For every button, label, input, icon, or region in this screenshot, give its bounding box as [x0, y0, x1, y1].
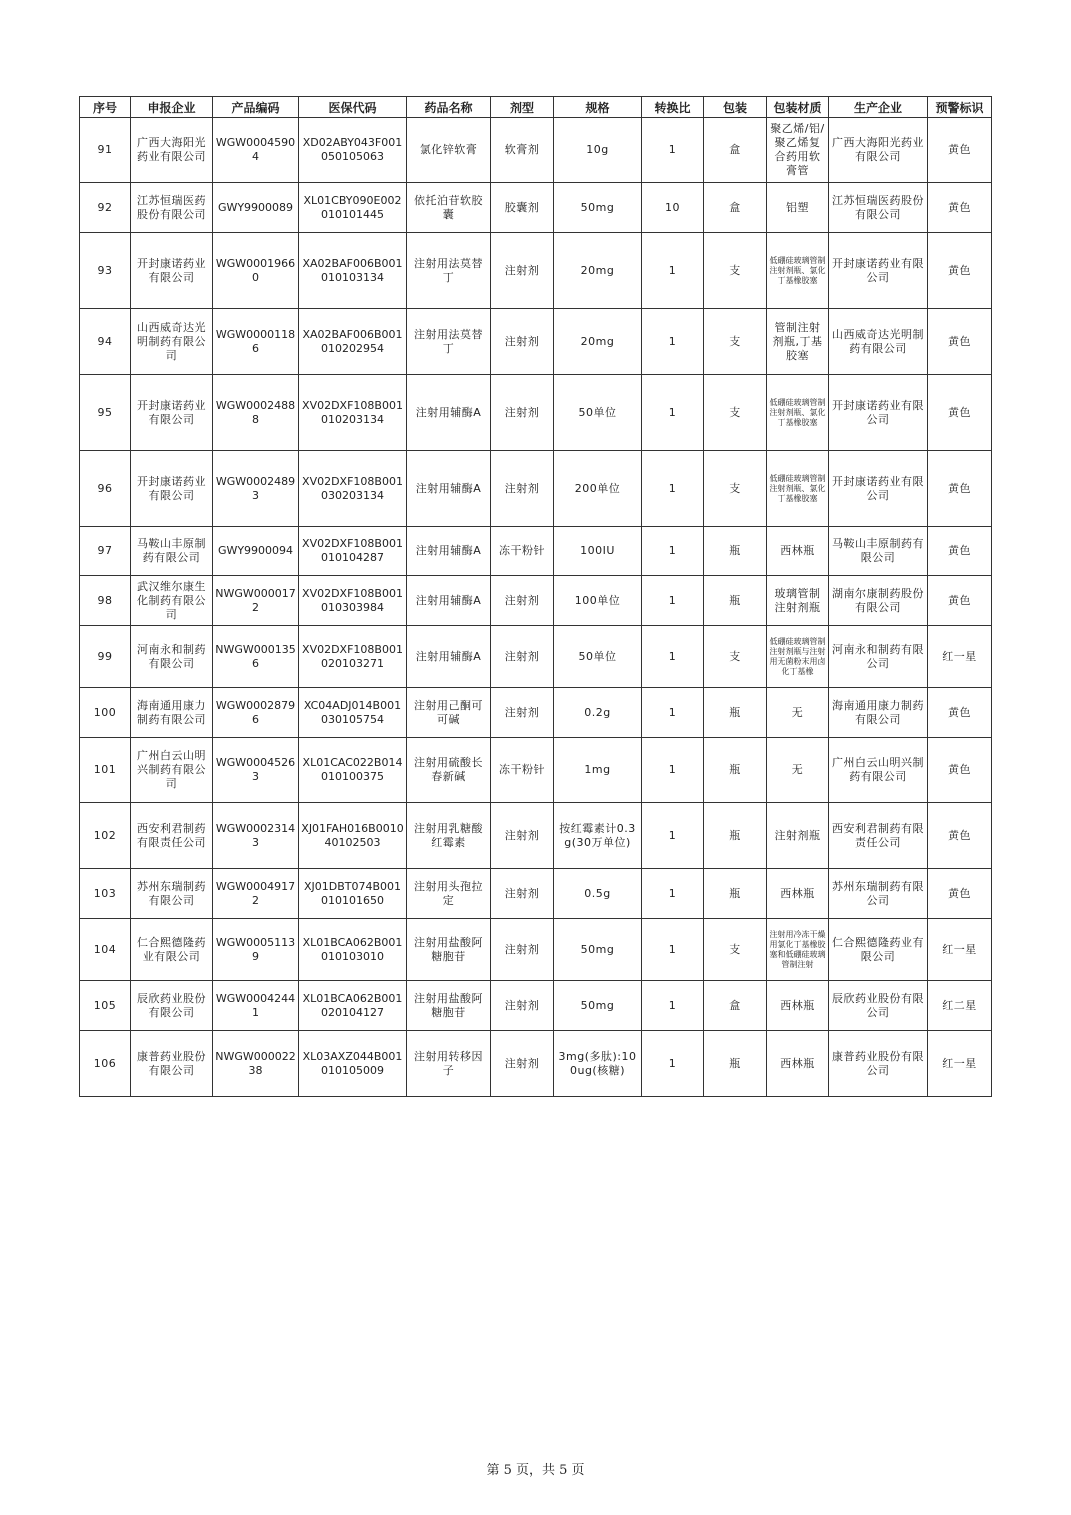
- row-number-cell: 96: [80, 451, 131, 527]
- specification-cell: 50mg: [554, 183, 642, 233]
- manufacturer-cell: 苏州东瑞制药有限公司: [829, 869, 928, 919]
- package-material-cell: 玻璃管制注射剂瓶: [767, 576, 829, 626]
- specification-cell: 0.5g: [554, 869, 642, 919]
- manufacturer-cell: 开封康诺药业有限公司: [829, 451, 928, 527]
- package-material-cell: 西林瓶: [767, 981, 829, 1031]
- product-code-cell: WGW00045263: [213, 738, 299, 803]
- applicant-company-cell: 海南通用康力制药有限公司: [131, 688, 213, 738]
- applicant-company-cell: 广西大海阳光药业有限公司: [131, 118, 213, 183]
- dosage-form-cell: 注射剂: [491, 375, 554, 451]
- row-number-cell: 104: [80, 919, 131, 981]
- dosage-form-cell: 冻干粉针: [491, 527, 554, 576]
- table-row: [80, 688, 992, 738]
- warning-flag-cell: 红二星: [928, 981, 992, 1031]
- warning-flag-cell: 黄色: [928, 738, 992, 803]
- table-header-row: [80, 97, 992, 118]
- dosage-form-cell: 注射剂: [491, 869, 554, 919]
- dosage-form-cell: 注射剂: [491, 688, 554, 738]
- drug-name-cell: 注射用乳糖酸红霉素: [407, 803, 491, 869]
- drug-name-cell: 注射用辅酶A: [407, 527, 491, 576]
- conversion-ratio-cell: 1: [642, 981, 704, 1031]
- specification-cell: 50mg: [554, 981, 642, 1031]
- table-row: [80, 626, 992, 688]
- manufacturer-cell: 马鞍山丰原制药有限公司: [829, 527, 928, 576]
- package-material-cell: 无: [767, 688, 829, 738]
- header-cell: 申报企业: [131, 97, 213, 118]
- applicant-company-cell: 开封康诺药业有限公司: [131, 375, 213, 451]
- package-unit-cell: 盒: [704, 118, 767, 183]
- conversion-ratio-cell: 1: [642, 118, 704, 183]
- row-number-cell: 106: [80, 1031, 131, 1097]
- product-code-cell: GWY9900089: [213, 183, 299, 233]
- specification-cell: 50单位: [554, 626, 642, 688]
- conversion-ratio-cell: 1: [642, 738, 704, 803]
- drug-name-cell: 注射用转移因子: [407, 1031, 491, 1097]
- applicant-company-cell: 马鞍山丰原制药有限公司: [131, 527, 213, 576]
- package-unit-cell: 支: [704, 919, 767, 981]
- specification-cell: 3mg(多肽):100ug(核糖): [554, 1031, 642, 1097]
- row-number-cell: 105: [80, 981, 131, 1031]
- package-unit-cell: 支: [704, 626, 767, 688]
- warning-flag-cell: 黄色: [928, 183, 992, 233]
- table-row: [80, 576, 992, 626]
- header-cell: 序号: [80, 97, 131, 118]
- drug-name-cell: 注射用辅酶A: [407, 451, 491, 527]
- applicant-company-cell: 河南永和制药有限公司: [131, 626, 213, 688]
- package-material-cell: 铝塑: [767, 183, 829, 233]
- specification-cell: 200单位: [554, 451, 642, 527]
- package-unit-cell: 支: [704, 375, 767, 451]
- conversion-ratio-cell: 1: [642, 1031, 704, 1097]
- drug-name-cell: 注射用法莫替丁: [407, 233, 491, 309]
- package-material-cell: 注射用冷冻干燥用氯化丁基橡胶塞和低硼硅玻璃管制注射: [767, 919, 829, 981]
- warning-flag-cell: 黄色: [928, 233, 992, 309]
- header-cell: 药品名称: [407, 97, 491, 118]
- manufacturer-cell: 山西威奇达光明制药有限公司: [829, 309, 928, 375]
- conversion-ratio-cell: 1: [642, 803, 704, 869]
- warning-flag-cell: 黄色: [928, 803, 992, 869]
- drug-name-cell: 依托泊苷软胶囊: [407, 183, 491, 233]
- conversion-ratio-cell: 1: [642, 451, 704, 527]
- package-unit-cell: 瓶: [704, 688, 767, 738]
- specification-cell: 50mg: [554, 919, 642, 981]
- product-code-cell: WGW00051139: [213, 919, 299, 981]
- applicant-company-cell: 山西威奇达光明制药有限公司: [131, 309, 213, 375]
- specification-cell: 20mg: [554, 233, 642, 309]
- product-code-cell: NWGW00002238: [213, 1031, 299, 1097]
- conversion-ratio-cell: 1: [642, 375, 704, 451]
- package-unit-cell: 瓶: [704, 738, 767, 803]
- row-number-cell: 93: [80, 233, 131, 309]
- table-row: [80, 183, 992, 233]
- product-code-cell: WGW00045904: [213, 118, 299, 183]
- package-material-cell: 聚乙烯/铝/聚乙烯复合药用软膏管: [767, 118, 829, 183]
- dosage-form-cell: 注射剂: [491, 451, 554, 527]
- package-unit-cell: 支: [704, 451, 767, 527]
- package-unit-cell: 支: [704, 309, 767, 375]
- specification-cell: 10g: [554, 118, 642, 183]
- insurance-code-cell: XV02DXF108B001030203134: [299, 451, 407, 527]
- package-unit-cell: 支: [704, 233, 767, 309]
- specification-cell: 按红霉素计0.3g(30万单位): [554, 803, 642, 869]
- table-row: [80, 527, 992, 576]
- warning-flag-cell: 黄色: [928, 309, 992, 375]
- dosage-form-cell: 冻干粉针: [491, 738, 554, 803]
- header-cell: 转换比: [642, 97, 704, 118]
- applicant-company-cell: 武汉维尔康生化制药有限公司: [131, 576, 213, 626]
- manufacturer-cell: 湖南尔康制药股份有限公司: [829, 576, 928, 626]
- package-unit-cell: 瓶: [704, 527, 767, 576]
- table-row: [80, 981, 992, 1031]
- row-number-cell: 92: [80, 183, 131, 233]
- product-code-cell: WGW00024888: [213, 375, 299, 451]
- package-unit-cell: 盒: [704, 981, 767, 1031]
- insurance-code-cell: XA02BAF006B001010103134: [299, 233, 407, 309]
- applicant-company-cell: 仁合熙德隆药业有限公司: [131, 919, 213, 981]
- dosage-form-cell: 胶囊剂: [491, 183, 554, 233]
- applicant-company-cell: 江苏恒瑞医药股份有限公司: [131, 183, 213, 233]
- dosage-form-cell: 注射剂: [491, 309, 554, 375]
- warning-flag-cell: 黄色: [928, 869, 992, 919]
- drug-name-cell: 氯化锌软膏: [407, 118, 491, 183]
- package-material-cell: 管制注射剂瓶,丁基胶塞: [767, 309, 829, 375]
- table-row: [80, 118, 992, 183]
- table-row: [80, 869, 992, 919]
- product-code-cell: NWGW0000172: [213, 576, 299, 626]
- package-unit-cell: 瓶: [704, 803, 767, 869]
- product-code-cell: WGW00019660: [213, 233, 299, 309]
- product-code-cell: WGW00001186: [213, 309, 299, 375]
- dosage-form-cell: 注射剂: [491, 1031, 554, 1097]
- page-footer: 第 5 页，共 5 页: [486, 1463, 585, 1478]
- header-cell: 医保代码: [299, 97, 407, 118]
- table-row: [80, 375, 992, 451]
- specification-cell: 1mg: [554, 738, 642, 803]
- insurance-code-cell: XJ01DBT074B001010101650: [299, 869, 407, 919]
- insurance-code-cell: XJ01FAH016B001040102503: [299, 803, 407, 869]
- row-number-cell: 102: [80, 803, 131, 869]
- warning-flag-cell: 黄色: [928, 451, 992, 527]
- package-unit-cell: 瓶: [704, 1031, 767, 1097]
- dosage-form-cell: 注射剂: [491, 233, 554, 309]
- conversion-ratio-cell: 1: [642, 233, 704, 309]
- table-row: [80, 233, 992, 309]
- insurance-code-cell: XL01BCA062B001020104127: [299, 981, 407, 1031]
- conversion-ratio-cell: 10: [642, 183, 704, 233]
- table-row: [80, 451, 992, 527]
- product-code-cell: WGW00023143: [213, 803, 299, 869]
- drug-table: [79, 96, 992, 1097]
- applicant-company-cell: 苏州东瑞制药有限公司: [131, 869, 213, 919]
- product-code-cell: WGW00042441: [213, 981, 299, 1031]
- manufacturer-cell: 海南通用康力制药有限公司: [829, 688, 928, 738]
- package-unit-cell: 瓶: [704, 576, 767, 626]
- package-material-cell: 低硼硅玻璃管制注射剂瓶、氯化丁基橡胶塞: [767, 233, 829, 309]
- package-unit-cell: 瓶: [704, 869, 767, 919]
- warning-flag-cell: 红一星: [928, 919, 992, 981]
- dosage-form-cell: 注射剂: [491, 626, 554, 688]
- row-number-cell: 91: [80, 118, 131, 183]
- product-code-cell: WGW00049172: [213, 869, 299, 919]
- dosage-form-cell: 软膏剂: [491, 118, 554, 183]
- manufacturer-cell: 仁合熙德隆药业有限公司: [829, 919, 928, 981]
- table-row: [80, 803, 992, 869]
- package-material-cell: 低硼硅玻璃管制注射剂瓶、氯化丁基橡胶塞: [767, 375, 829, 451]
- header-cell: 预警标识: [928, 97, 992, 118]
- drug-name-cell: 注射用己酮可可碱: [407, 688, 491, 738]
- applicant-company-cell: 西安利君制药有限责任公司: [131, 803, 213, 869]
- drug-name-cell: 注射用辅酶A: [407, 576, 491, 626]
- row-number-cell: 99: [80, 626, 131, 688]
- specification-cell: 50单位: [554, 375, 642, 451]
- table-row: [80, 919, 992, 981]
- insurance-code-cell: XL03AXZ044B001010105009: [299, 1031, 407, 1097]
- insurance-code-cell: XC04ADJ014B001030105754: [299, 688, 407, 738]
- drug-name-cell: 注射用头孢拉定: [407, 869, 491, 919]
- package-material-cell: 西林瓶: [767, 1031, 829, 1097]
- manufacturer-cell: 辰欣药业股份有限公司: [829, 981, 928, 1031]
- package-material-cell: 注射剂瓶: [767, 803, 829, 869]
- insurance-code-cell: XL01BCA062B001010103010: [299, 919, 407, 981]
- product-code-cell: GWY9900094: [213, 527, 299, 576]
- specification-cell: 20mg: [554, 309, 642, 375]
- dosage-form-cell: 注射剂: [491, 981, 554, 1031]
- row-number-cell: 97: [80, 527, 131, 576]
- conversion-ratio-cell: 1: [642, 688, 704, 738]
- drug-name-cell: 注射用辅酶A: [407, 626, 491, 688]
- dosage-form-cell: 注射剂: [491, 576, 554, 626]
- warning-flag-cell: 黄色: [928, 118, 992, 183]
- product-code-cell: NWGW0001356: [213, 626, 299, 688]
- dosage-form-cell: 注射剂: [491, 803, 554, 869]
- manufacturer-cell: 西安利君制药有限责任公司: [829, 803, 928, 869]
- drug-name-cell: 注射用辅酶A: [407, 375, 491, 451]
- dosage-form-cell: 注射剂: [491, 919, 554, 981]
- product-code-cell: WGW00024893: [213, 451, 299, 527]
- manufacturer-cell: 康普药业股份有限公司: [829, 1031, 928, 1097]
- table-body: [80, 118, 992, 1097]
- manufacturer-cell: 开封康诺药业有限公司: [829, 233, 928, 309]
- manufacturer-cell: 开封康诺药业有限公司: [829, 375, 928, 451]
- drug-name-cell: 注射用硫酸长春新碱: [407, 738, 491, 803]
- specification-cell: 100单位: [554, 576, 642, 626]
- insurance-code-cell: XV02DXF108B001010303984: [299, 576, 407, 626]
- package-unit-cell: 盒: [704, 183, 767, 233]
- conversion-ratio-cell: 1: [642, 919, 704, 981]
- row-number-cell: 98: [80, 576, 131, 626]
- insurance-code-cell: XL01CBY090E002010101445: [299, 183, 407, 233]
- conversion-ratio-cell: 1: [642, 527, 704, 576]
- row-number-cell: 101: [80, 738, 131, 803]
- drug-name-cell: 注射用盐酸阿糖胞苷: [407, 919, 491, 981]
- drug-name-cell: 注射用盐酸阿糖胞苷: [407, 981, 491, 1031]
- header-cell: 剂型: [491, 97, 554, 118]
- insurance-code-cell: XD02ABY043F001050105063: [299, 118, 407, 183]
- insurance-code-cell: XV02DXF108B001020103271: [299, 626, 407, 688]
- conversion-ratio-cell: 1: [642, 869, 704, 919]
- product-code-cell: WGW00028796: [213, 688, 299, 738]
- package-material-cell: 低硼硅玻璃管制注射剂瓶与注射用无菌粉末用卤化丁基橡: [767, 626, 829, 688]
- warning-flag-cell: 黄色: [928, 527, 992, 576]
- conversion-ratio-cell: 1: [642, 626, 704, 688]
- manufacturer-cell: 广西大海阳光药业有限公司: [829, 118, 928, 183]
- row-number-cell: 95: [80, 375, 131, 451]
- warning-flag-cell: 黄色: [928, 375, 992, 451]
- warning-flag-cell: 黄色: [928, 688, 992, 738]
- header-cell: 规格: [554, 97, 642, 118]
- insurance-code-cell: XV02DXF108B001010203134: [299, 375, 407, 451]
- row-number-cell: 94: [80, 309, 131, 375]
- warning-flag-cell: 红一星: [928, 1031, 992, 1097]
- conversion-ratio-cell: 1: [642, 309, 704, 375]
- row-number-cell: 103: [80, 869, 131, 919]
- package-material-cell: 低硼硅玻璃管制注射剂瓶、氯化丁基橡胶塞: [767, 451, 829, 527]
- specification-cell: 100IU: [554, 527, 642, 576]
- table-row: [80, 738, 992, 803]
- insurance-code-cell: XV02DXF108B001010104287: [299, 527, 407, 576]
- header-cell: 包装材质: [767, 97, 829, 118]
- applicant-company-cell: 开封康诺药业有限公司: [131, 451, 213, 527]
- applicant-company-cell: 康普药业股份有限公司: [131, 1031, 213, 1097]
- warning-flag-cell: 黄色: [928, 576, 992, 626]
- table-row: [80, 1031, 992, 1097]
- insurance-code-cell: XA02BAF006B001010202954: [299, 309, 407, 375]
- insurance-code-cell: XL01CAC022B014010100375: [299, 738, 407, 803]
- applicant-company-cell: 广州白云山明兴制药有限公司: [131, 738, 213, 803]
- header-cell: 包装: [704, 97, 767, 118]
- header-cell: 生产企业: [829, 97, 928, 118]
- manufacturer-cell: 江苏恒瑞医药股份有限公司: [829, 183, 928, 233]
- manufacturer-cell: 广州白云山明兴制药有限公司: [829, 738, 928, 803]
- package-material-cell: 西林瓶: [767, 527, 829, 576]
- drug-name-cell: 注射用法莫替丁: [407, 309, 491, 375]
- header-cell: 产品编码: [213, 97, 299, 118]
- row-number-cell: 100: [80, 688, 131, 738]
- manufacturer-cell: 河南永和制药有限公司: [829, 626, 928, 688]
- table-row: [80, 309, 992, 375]
- applicant-company-cell: 辰欣药业股份有限公司: [131, 981, 213, 1031]
- conversion-ratio-cell: 1: [642, 576, 704, 626]
- warning-flag-cell: 红一星: [928, 626, 992, 688]
- package-material-cell: 西林瓶: [767, 869, 829, 919]
- specification-cell: 0.2g: [554, 688, 642, 738]
- applicant-company-cell: 开封康诺药业有限公司: [131, 233, 213, 309]
- package-material-cell: 无: [767, 738, 829, 803]
